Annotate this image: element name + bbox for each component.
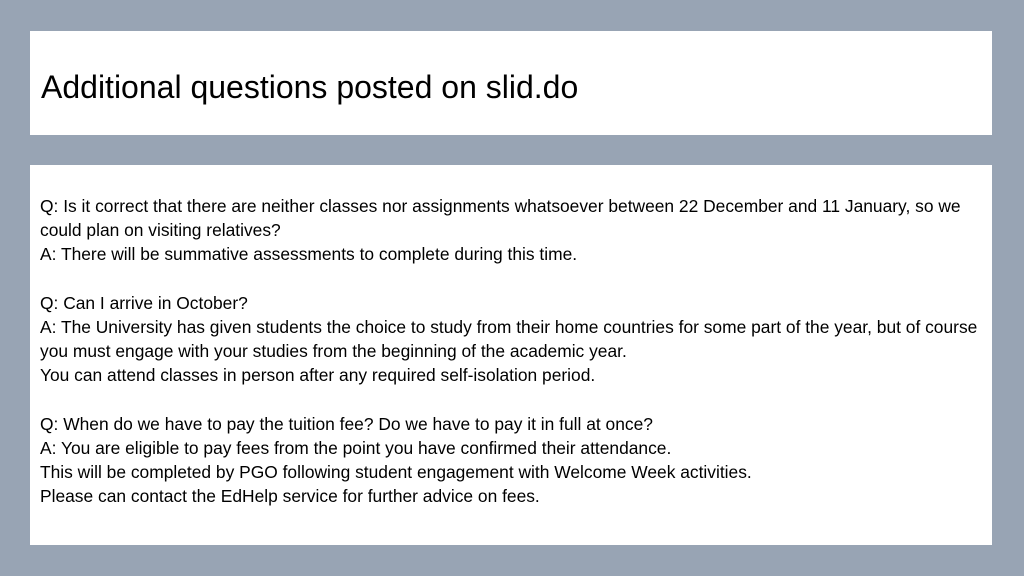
answer-3-note-1: This will be completed by PGO following student engagement with Welcome Week activities. [40, 462, 752, 483]
question-3: Q: When do we have to pay the tuition fee? Do we have to pay it in full at once? [40, 413, 653, 434]
answer-1: A: There will be summative assessments to complete during this time. [40, 244, 578, 265]
title-panel [30, 31, 992, 135]
qa-block-2 [40, 291, 985, 388]
answer-2: A: The University has given students the choice to study from their home countries for some part of the year, but of course you must engage with your studies from the beginning of the academic year. [40, 317, 978, 362]
answer-3-note-2: Please can contact the EdHelp service for further advice on fees. [40, 486, 540, 507]
answer-3: A: You are eligible to pay fees from the point you have confirmed their attendance. [40, 438, 672, 458]
qa-block-1 [40, 194, 985, 267]
slide-title: Additional questions posted on slid.do [41, 69, 579, 105]
content-panel [30, 165, 992, 545]
qa-list [40, 194, 985, 509]
question-1: Q: Is it correct that there are neither classes nor assignments whatsoever between 22 December and 11 January, so we could plan on visiting relatives? [40, 196, 961, 241]
question-2: Q: Can I arrive in October? [40, 292, 248, 313]
answer-2-note: You can attend classes in person after any required self-isolation period. [40, 365, 596, 386]
qa-block-3 [40, 412, 985, 509]
